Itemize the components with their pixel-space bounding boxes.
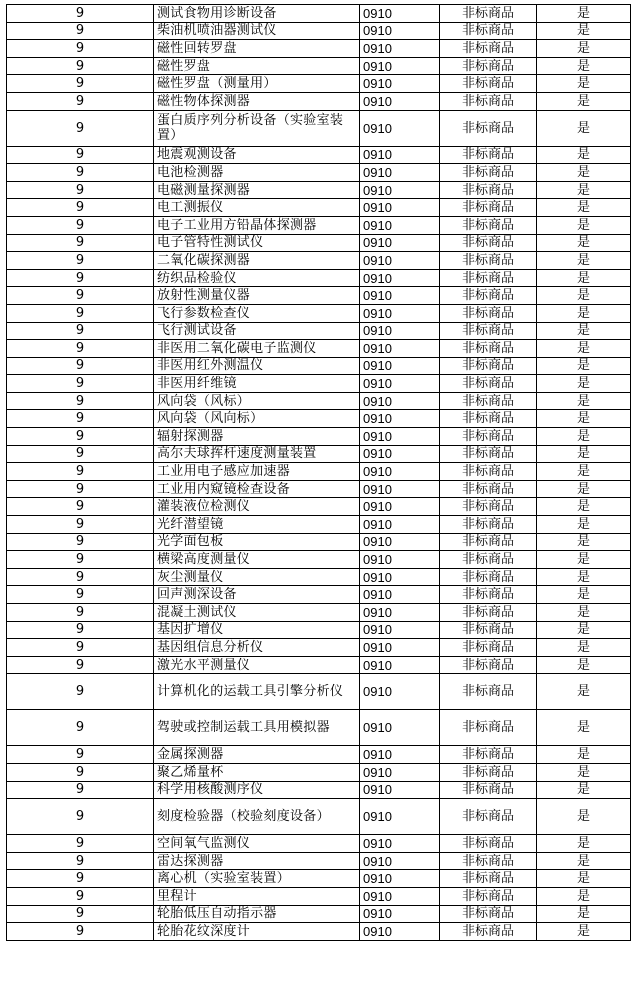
group-code-cell: 0910 [360,287,440,305]
table-row [7,551,631,569]
group-code-cell: 0910 [360,22,440,40]
goods-name-cell: 非医用红外测温仪 [154,357,360,375]
goods-type-cell: 非标商品 [440,586,537,604]
flag-cell: 是 [537,75,631,93]
goods-type-cell: 非标商品 [440,480,537,498]
flag-cell: 是 [537,146,631,164]
table-row [7,252,631,270]
table-row [7,480,631,498]
goods-type-cell: 非标商品 [440,40,537,58]
goods-name-cell: 磁性罗盘（测量用） [154,75,360,93]
goods-name-cell: 雷达探测器 [154,852,360,870]
group-code-cell: 0910 [360,340,440,358]
table-row [7,746,631,764]
goods-name-cell: 非医用二氧化碳电子监测仪 [154,340,360,358]
group-code-cell: 0910 [360,304,440,322]
goods-table [6,4,631,941]
goods-type-cell: 非标商品 [440,287,537,305]
flag-cell: 是 [537,57,631,75]
flag-cell: 是 [537,287,631,305]
flag-cell: 是 [537,234,631,252]
class-number-cell: 9 [7,92,154,110]
goods-type-cell: 非标商品 [440,905,537,923]
goods-name-cell: 回声测深设备 [154,586,360,604]
group-code-cell: 0910 [360,463,440,481]
table-row [7,781,631,799]
goods-type-cell: 非标商品 [440,199,537,217]
flag-cell: 是 [537,445,631,463]
table-row [7,75,631,93]
group-code-cell: 0910 [360,586,440,604]
group-code-cell: 0910 [360,146,440,164]
flag-cell: 是 [537,586,631,604]
goods-name-cell: 高尔夫球挥杆速度测量装置 [154,445,360,463]
class-number-cell: 9 [7,533,154,551]
table-row [7,57,631,75]
group-code-cell: 0910 [360,887,440,905]
group-code-cell: 0910 [360,375,440,393]
table-row [7,5,631,23]
class-number-cell: 9 [7,604,154,622]
goods-type-cell: 非标商品 [440,870,537,888]
table-row [7,428,631,446]
class-number-cell: 9 [7,923,154,941]
goods-type-cell: 非标商品 [440,92,537,110]
goods-name-cell: 风向袋（风向标） [154,410,360,428]
goods-name-cell: 电子工业用方铅晶体探测器 [154,216,360,234]
class-number-cell: 9 [7,763,154,781]
goods-name-cell: 柴油机喷油器测试仪 [154,22,360,40]
table-row [7,656,631,674]
table-row [7,445,631,463]
class-number-cell: 9 [7,269,154,287]
flag-cell: 是 [537,852,631,870]
flag-cell: 是 [537,92,631,110]
class-number-cell: 9 [7,146,154,164]
flag-cell: 是 [537,746,631,764]
class-number-cell: 9 [7,746,154,764]
flag-cell: 是 [537,164,631,182]
goods-name-cell: 辐射探测器 [154,428,360,446]
goods-table-body [7,5,631,941]
goods-type-cell: 非标商品 [440,428,537,446]
goods-name-cell: 飞行参数检查仪 [154,304,360,322]
group-code-cell: 0910 [360,216,440,234]
goods-name-cell: 风向袋（风标） [154,392,360,410]
flag-cell: 是 [537,480,631,498]
goods-type-cell: 非标商品 [440,463,537,481]
table-row [7,852,631,870]
class-number-cell: 9 [7,287,154,305]
goods-type-cell: 非标商品 [440,799,537,835]
table-row [7,799,631,835]
goods-name-cell: 工业用电子感应加速器 [154,463,360,481]
goods-type-cell: 非标商品 [440,656,537,674]
flag-cell: 是 [537,498,631,516]
table-row [7,639,631,657]
table-row [7,375,631,393]
group-code-cell: 0910 [360,322,440,340]
goods-type-cell: 非标商品 [440,357,537,375]
flag-cell: 是 [537,22,631,40]
group-code-cell: 0910 [360,199,440,217]
table-row [7,586,631,604]
group-code-cell: 0910 [360,710,440,746]
table-row [7,905,631,923]
group-code-cell: 0910 [360,551,440,569]
goods-type-cell: 非标商品 [440,674,537,710]
flag-cell: 是 [537,304,631,322]
flag-cell: 是 [537,781,631,799]
group-code-cell: 0910 [360,656,440,674]
class-number-cell: 9 [7,568,154,586]
class-number-cell: 9 [7,621,154,639]
class-number-cell: 9 [7,392,154,410]
goods-name-cell: 驾驶或控制运载工具用模拟器 [154,710,360,746]
flag-cell: 是 [537,5,631,23]
goods-type-cell: 非标商品 [440,22,537,40]
table-row [7,164,631,182]
table-row [7,568,631,586]
group-code-cell: 0910 [360,674,440,710]
goods-name-cell: 计算机化的运载工具引擎分析仪 [154,674,360,710]
class-number-cell: 9 [7,375,154,393]
class-number-cell: 9 [7,410,154,428]
goods-name-cell: 轮胎低压自动指示器 [154,905,360,923]
group-code-cell: 0910 [360,905,440,923]
class-number-cell: 9 [7,905,154,923]
goods-type-cell: 非标商品 [440,639,537,657]
flag-cell: 是 [537,340,631,358]
group-code-cell: 0910 [360,40,440,58]
class-number-cell: 9 [7,22,154,40]
goods-name-cell: 轮胎花纹深度计 [154,923,360,941]
table-row [7,181,631,199]
goods-name-cell: 空间氧气监测仪 [154,835,360,853]
class-number-cell: 9 [7,516,154,534]
table-row [7,763,631,781]
goods-type-cell: 非标商品 [440,923,537,941]
table-row [7,287,631,305]
group-code-cell: 0910 [360,410,440,428]
goods-type-cell: 非标商品 [440,392,537,410]
group-code-cell: 0910 [360,181,440,199]
flag-cell: 是 [537,428,631,446]
table-row [7,870,631,888]
goods-type-cell: 非标商品 [440,252,537,270]
table-row [7,604,631,622]
group-code-cell: 0910 [360,870,440,888]
table-row [7,199,631,217]
group-code-cell: 0910 [360,516,440,534]
goods-name-cell: 非医用纤维镜 [154,375,360,393]
group-code-cell: 0910 [360,234,440,252]
goods-type-cell: 非标商品 [440,75,537,93]
group-code-cell: 0910 [360,110,440,146]
table-row [7,887,631,905]
flag-cell: 是 [537,410,631,428]
group-code-cell: 0910 [360,75,440,93]
goods-name-cell: 电工测振仪 [154,199,360,217]
class-number-cell: 9 [7,781,154,799]
class-number-cell: 9 [7,164,154,182]
goods-name-cell: 磁性罗盘 [154,57,360,75]
goods-name-cell: 光纤潜望镜 [154,516,360,534]
table-row [7,304,631,322]
flag-cell: 是 [537,392,631,410]
goods-type-cell: 非标商品 [440,304,537,322]
class-number-cell: 9 [7,5,154,23]
table-row [7,234,631,252]
goods-type-cell: 非标商品 [440,340,537,358]
goods-type-cell: 非标商品 [440,621,537,639]
flag-cell: 是 [537,463,631,481]
flag-cell: 是 [537,533,631,551]
goods-type-cell: 非标商品 [440,164,537,182]
table-row [7,923,631,941]
group-code-cell: 0910 [360,164,440,182]
goods-name-cell: 离心机（实验室装置） [154,870,360,888]
table-row [7,322,631,340]
goods-type-cell: 非标商品 [440,234,537,252]
flag-cell: 是 [537,799,631,835]
table-row [7,92,631,110]
flag-cell: 是 [537,905,631,923]
group-code-cell: 0910 [360,852,440,870]
goods-name-cell: 聚乙烯量杯 [154,763,360,781]
class-number-cell: 9 [7,216,154,234]
class-number-cell: 9 [7,234,154,252]
group-code-cell: 0910 [360,57,440,75]
table-row [7,110,631,146]
goods-type-cell: 非标商品 [440,781,537,799]
group-code-cell: 0910 [360,252,440,270]
class-number-cell: 9 [7,887,154,905]
goods-name-cell: 磁性回转罗盘 [154,40,360,58]
table-row [7,621,631,639]
flag-cell: 是 [537,923,631,941]
class-number-cell: 9 [7,799,154,835]
goods-type-cell: 非标商品 [440,146,537,164]
class-number-cell: 9 [7,340,154,358]
flag-cell: 是 [537,710,631,746]
flag-cell: 是 [537,357,631,375]
group-code-cell: 0910 [360,357,440,375]
goods-name-cell: 飞行测试设备 [154,322,360,340]
goods-type-cell: 非标商品 [440,746,537,764]
group-code-cell: 0910 [360,428,440,446]
flag-cell: 是 [537,674,631,710]
goods-name-cell: 灌装液位检测仪 [154,498,360,516]
goods-type-cell: 非标商品 [440,110,537,146]
class-number-cell: 9 [7,852,154,870]
flag-cell: 是 [537,870,631,888]
goods-name-cell: 激光水平测量仪 [154,656,360,674]
class-number-cell: 9 [7,57,154,75]
goods-type-cell: 非标商品 [440,57,537,75]
class-number-cell: 9 [7,656,154,674]
goods-type-cell: 非标商品 [440,887,537,905]
goods-name-cell: 科学用核酸测序仪 [154,781,360,799]
class-number-cell: 9 [7,40,154,58]
goods-type-cell: 非标商品 [440,568,537,586]
class-number-cell: 9 [7,870,154,888]
goods-name-cell: 混凝土测试仪 [154,604,360,622]
flag-cell: 是 [537,621,631,639]
class-number-cell: 9 [7,498,154,516]
goods-type-cell: 非标商品 [440,852,537,870]
flag-cell: 是 [537,110,631,146]
goods-type-cell: 非标商品 [440,181,537,199]
goods-type-cell: 非标商品 [440,375,537,393]
group-code-cell: 0910 [360,799,440,835]
goods-name-cell: 横梁高度测量仪 [154,551,360,569]
class-number-cell: 9 [7,357,154,375]
goods-name-cell: 刻度检验器（校验刻度设备） [154,799,360,835]
flag-cell: 是 [537,604,631,622]
goods-name-cell: 光学面包板 [154,533,360,551]
class-number-cell: 9 [7,199,154,217]
table-row [7,516,631,534]
table-row [7,216,631,234]
table-row [7,674,631,710]
group-code-cell: 0910 [360,5,440,23]
group-code-cell: 0910 [360,639,440,657]
group-code-cell: 0910 [360,533,440,551]
group-code-cell: 0910 [360,498,440,516]
group-code-cell: 0910 [360,92,440,110]
table-row [7,392,631,410]
table-row [7,498,631,516]
flag-cell: 是 [537,551,631,569]
class-number-cell: 9 [7,835,154,853]
group-code-cell: 0910 [360,445,440,463]
class-number-cell: 9 [7,639,154,657]
goods-name-cell: 纺织品检验仪 [154,269,360,287]
goods-name-cell: 测试食物用诊断设备 [154,5,360,23]
group-code-cell: 0910 [360,746,440,764]
goods-name-cell: 放射性测量仪器 [154,287,360,305]
class-number-cell: 9 [7,322,154,340]
table-row [7,533,631,551]
goods-name-cell: 灰尘测量仪 [154,568,360,586]
class-number-cell: 9 [7,674,154,710]
flag-cell: 是 [537,181,631,199]
goods-type-cell: 非标商品 [440,835,537,853]
table-row [7,340,631,358]
goods-type-cell: 非标商品 [440,516,537,534]
goods-type-cell: 非标商品 [440,533,537,551]
class-number-cell: 9 [7,428,154,446]
group-code-cell: 0910 [360,781,440,799]
flag-cell: 是 [537,252,631,270]
flag-cell: 是 [537,216,631,234]
goods-name-cell: 基因组信息分析仪 [154,639,360,657]
group-code-cell: 0910 [360,835,440,853]
table-row [7,40,631,58]
flag-cell: 是 [537,269,631,287]
goods-type-cell: 非标商品 [440,763,537,781]
goods-type-cell: 非标商品 [440,5,537,23]
goods-type-cell: 非标商品 [440,445,537,463]
class-number-cell: 9 [7,586,154,604]
goods-name-cell: 电池检测器 [154,164,360,182]
flag-cell: 是 [537,199,631,217]
flag-cell: 是 [537,639,631,657]
class-number-cell: 9 [7,181,154,199]
class-number-cell: 9 [7,710,154,746]
flag-cell: 是 [537,887,631,905]
goods-type-cell: 非标商品 [440,551,537,569]
table-row [7,463,631,481]
goods-name-cell: 金属探测器 [154,746,360,764]
goods-name-cell: 基因扩增仪 [154,621,360,639]
table-row [7,710,631,746]
flag-cell: 是 [537,40,631,58]
goods-type-cell: 非标商品 [440,322,537,340]
class-number-cell: 9 [7,551,154,569]
class-number-cell: 9 [7,480,154,498]
flag-cell: 是 [537,568,631,586]
goods-name-cell: 二氧化碳探测器 [154,252,360,270]
group-code-cell: 0910 [360,923,440,941]
table-row [7,146,631,164]
class-number-cell: 9 [7,252,154,270]
flag-cell: 是 [537,763,631,781]
group-code-cell: 0910 [360,621,440,639]
goods-name-cell: 里程计 [154,887,360,905]
goods-type-cell: 非标商品 [440,269,537,287]
goods-type-cell: 非标商品 [440,498,537,516]
flag-cell: 是 [537,516,631,534]
group-code-cell: 0910 [360,392,440,410]
table-row [7,22,631,40]
table-row [7,269,631,287]
table-row [7,835,631,853]
goods-name-cell: 电磁测量探测器 [154,181,360,199]
class-number-cell: 9 [7,463,154,481]
group-code-cell: 0910 [360,480,440,498]
goods-type-cell: 非标商品 [440,410,537,428]
class-number-cell: 9 [7,304,154,322]
flag-cell: 是 [537,835,631,853]
goods-type-cell: 非标商品 [440,710,537,746]
group-code-cell: 0910 [360,763,440,781]
table-row [7,410,631,428]
goods-type-cell: 非标商品 [440,604,537,622]
goods-name-cell: 蛋白质序列分析设备（实验室装置） [154,110,360,146]
flag-cell: 是 [537,322,631,340]
goods-name-cell: 地震观测设备 [154,146,360,164]
class-number-cell: 9 [7,445,154,463]
class-number-cell: 9 [7,75,154,93]
table-row [7,357,631,375]
flag-cell: 是 [537,375,631,393]
group-code-cell: 0910 [360,568,440,586]
class-number-cell: 9 [7,110,154,146]
group-code-cell: 0910 [360,269,440,287]
goods-name-cell: 电子管特性测试仪 [154,234,360,252]
goods-name-cell: 工业用内窥镜检查设备 [154,480,360,498]
flag-cell: 是 [537,656,631,674]
group-code-cell: 0910 [360,604,440,622]
goods-type-cell: 非标商品 [440,216,537,234]
goods-name-cell: 磁性物体探测器 [154,92,360,110]
